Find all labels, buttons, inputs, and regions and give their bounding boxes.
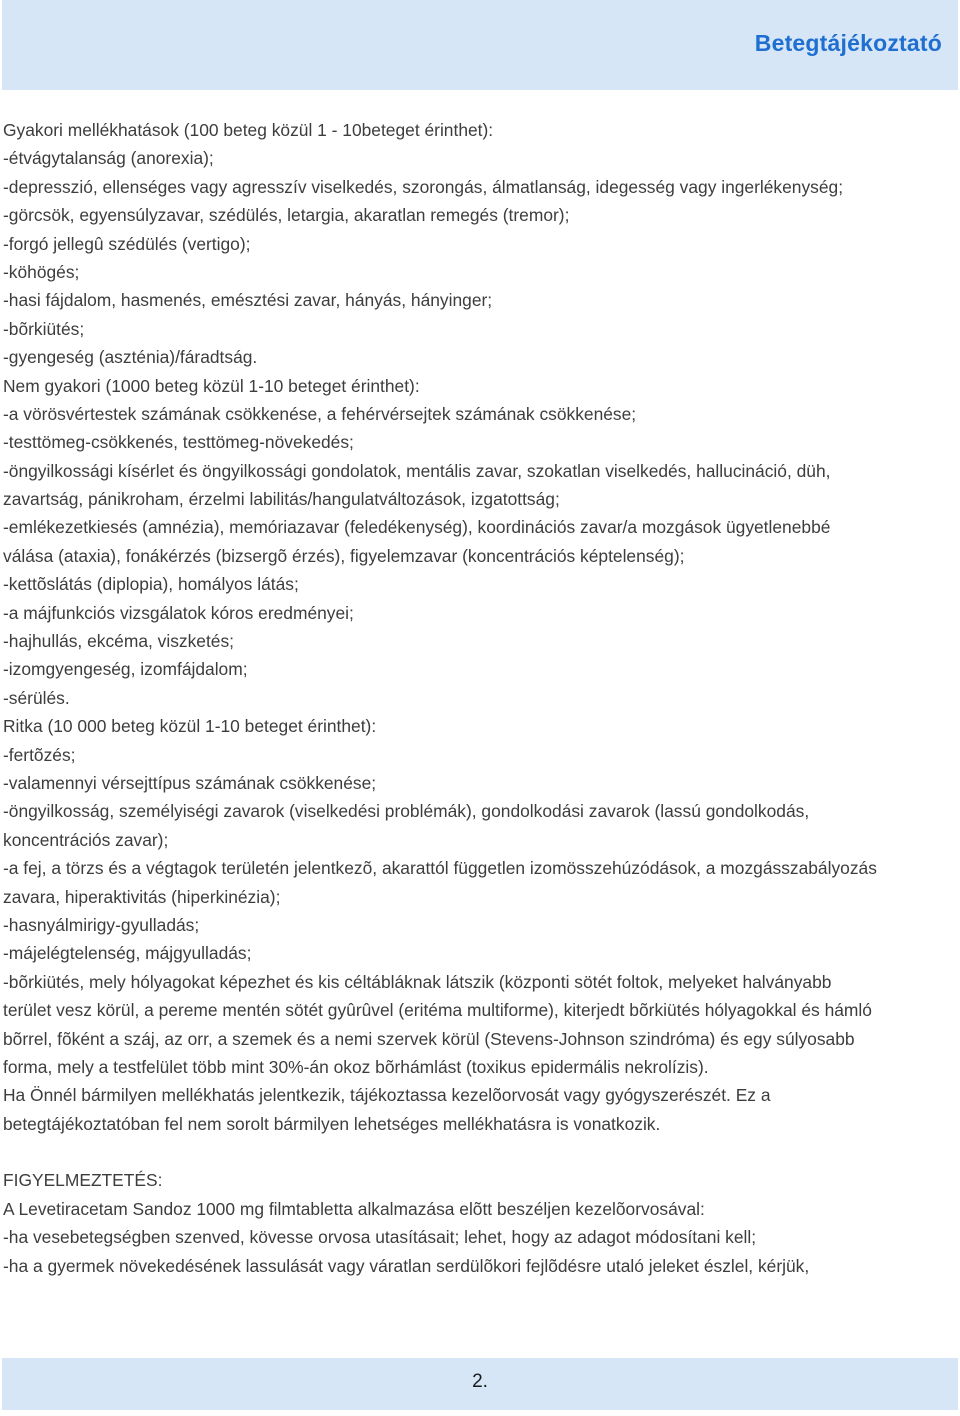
warning-heading: FIGYELMEZTETÉS:: [3, 1170, 163, 1191]
list-item: -görcsök, egyensúlyzavar, szédülés, letargia, akaratlan remegés (tremor);: [3, 205, 570, 226]
list-item: -ha a gyermek növekedésének lassulását vagy váratlan serdülõkori fejlõdésre utaló jeleket észlel, kérjük,: [3, 1255, 810, 1276]
list-item: -a vörösvértestek számának csökkenése, a fehérvérsejtek számának csökkenése;: [3, 403, 637, 424]
list-item: -a fej, a törzs és a végtagok területén jelentkezõ, akarattól független izomösszehúzódások, a mozgásszabályozás: [3, 858, 877, 879]
list-item: -öngyilkosság, személyiségi zavarok (viselkedési problémák), gondolkodási zavarok (lassú gondolkodás,: [3, 801, 810, 822]
list-item: -hajhullás, ekcéma, viszketés;: [3, 631, 235, 652]
list-item: bõrrel, fõként a száj, az orr, a szemek és a nemi szervek körül (Stevens-Johnson szindróma) és egy súlyosabb: [3, 1028, 855, 1049]
list-item: -testtömeg-csökkenés, testtömeg-növekedés;: [3, 432, 354, 453]
list-item: -valamennyi vérsejttípus számának csökkenése;: [3, 772, 377, 793]
list-item: koncentrációs zavar);: [3, 829, 169, 850]
list-item: -kettõslátás (diplopia), homályos látás;: [3, 574, 299, 595]
list-item: -a májfunkciós vizsgálatok kóros eredményei;: [3, 602, 354, 623]
list-item: zavartság, pánikroham, érzelmi labilitás/hangulatváltozások, izgatottság;: [3, 489, 560, 510]
list-item: -hasnyálmirigy-gyulladás;: [3, 914, 200, 935]
report-notice-line: Ha Önnél bármilyen mellékhatás jelentkezik, tájékoztassa kezelõorvosát vagy gyógyszerészét. Ez a: [3, 1085, 771, 1106]
list-item: -depresszió, ellenséges vagy agresszív viselkedés, szorongás, álmatlanság, idegesség vagy ingerlékenység;: [3, 176, 844, 197]
list-item: -hasi fájdalom, hasmenés, emésztési zavar, hányás, hányinger;: [3, 290, 493, 311]
list-item: zavara, hiperaktivitás (hiperkinézia);: [3, 886, 281, 907]
list-item: -forgó jellegû szédülés (vertigo);: [3, 233, 251, 254]
list-item: -májelégtelenség, májgyulladás;: [3, 943, 252, 964]
leaflet-body: [3, 116, 958, 1280]
rare-side-effects-heading: Ritka (10 000 beteg közül 1-10 beteget érinthet):: [3, 716, 377, 737]
list-item: -sérülés.: [3, 687, 70, 708]
list-item: válása (ataxia), fonákérzés (bizsergõ érzés), figyelemzavar (koncentrációs képtelenség);: [3, 545, 685, 566]
list-item: -köhögés;: [3, 261, 80, 282]
list-item: -gyengeség (aszténia)/fáradtság.: [3, 347, 258, 368]
list-item: -fertõzés;: [3, 744, 76, 765]
page-number: 2.: [472, 1371, 488, 1392]
list-item: terület vesz körül, a pereme mentén sötét gyûrûvel (eritéma multiforme), kiterjedt bõrkiütés hólyagokkal és hámló: [3, 1000, 872, 1021]
footer-band: [2, 1358, 958, 1410]
list-item: forma, mely a testfelület több mint 30%-án okoz bõrhámlást (toxikus epidermális nekrolízis).: [3, 1056, 709, 1077]
list-item: -bõrkiütés, mely hólyagokat képezhet és kis céltábláknak látszik (központi sötét foltok, melyeket halványabb: [3, 971, 832, 992]
report-notice-line: betegtájékoztatóban fel nem sorolt bármilyen lehetséges mellékhatásra is vonatkozik.: [3, 1113, 661, 1134]
uncommon-side-effects-heading: Nem gyakori (1000 beteg közül 1-10 beteget érinthet):: [3, 375, 420, 396]
list-item: A Levetiracetam Sandoz 1000 mg filmtabletta alkalmazása elõtt beszéljen kezelõorvosával:: [3, 1198, 705, 1219]
list-item: -öngyilkossági kísérlet és öngyilkossági gondolatok, mentális zavar, szokatlan viselkedés, hallucináció, düh,: [3, 460, 831, 481]
list-item: -ha vesebetegségben szenved, kövesse orvosa utasításait; lehet, hogy az adagot módosítani kell;: [3, 1227, 757, 1248]
paragraph-spacer: [3, 1138, 958, 1166]
list-item: -bõrkiütés;: [3, 318, 85, 339]
common-side-effects-heading: Gyakori mellékhatások (100 beteg közül 1 - 10beteget érinthet):: [3, 120, 494, 140]
list-item: -emlékezetkiesés (amnézia), memóriazavar (feledékenység), koordinációs zavar/a mozgások ügyetlenebbé: [3, 517, 831, 538]
list-item: -izomgyengeség, izomfájdalom;: [3, 659, 248, 680]
header-band: [2, 0, 958, 90]
list-item: -étvágytalanság (anorexia);: [3, 148, 214, 169]
document-title: Betegtájékoztató: [754, 30, 942, 56]
